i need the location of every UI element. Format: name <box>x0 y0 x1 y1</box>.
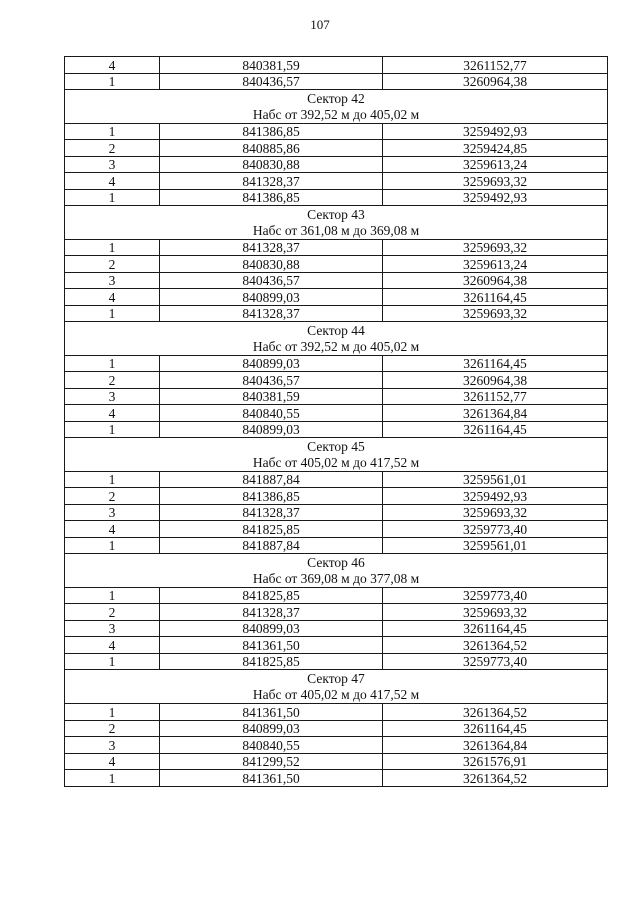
y-coordinate-cell: 3261152,77 <box>383 388 608 405</box>
table-row <box>65 471 608 488</box>
x-coordinate-cell: 841328,37 <box>160 504 383 521</box>
table-row <box>65 637 608 654</box>
point-number-cell: 4 <box>65 753 160 770</box>
table-row <box>65 239 608 256</box>
table-row <box>65 57 608 74</box>
table-row <box>65 620 608 637</box>
x-coordinate-cell: 841361,50 <box>160 637 383 654</box>
table-row <box>65 421 608 438</box>
sector-header-cell <box>65 438 608 472</box>
x-coordinate-cell: 840830,88 <box>160 256 383 273</box>
y-coordinate-cell: 3259693,32 <box>383 239 608 256</box>
y-coordinate-cell: 3261364,84 <box>383 737 608 754</box>
sector-header-row <box>65 670 608 704</box>
table-row <box>65 355 608 372</box>
table-row <box>65 289 608 306</box>
table-row <box>65 123 608 140</box>
sector-title: Сектор 47 <box>307 671 365 687</box>
x-coordinate-cell: 840840,55 <box>160 405 383 422</box>
table-row <box>65 488 608 505</box>
sector-height-range: Набс от 361,08 м до 369,08 м <box>252 222 420 238</box>
y-coordinate-cell: 3259693,32 <box>383 504 608 521</box>
y-coordinate-cell: 3261152,77 <box>383 57 608 74</box>
point-number-cell: 1 <box>65 189 160 206</box>
sector-title: Сектор 43 <box>307 207 365 223</box>
point-number-cell: 1 <box>65 653 160 670</box>
x-coordinate-cell: 840436,57 <box>160 372 383 389</box>
y-coordinate-cell: 3259773,40 <box>383 587 608 604</box>
point-number-cell: 4 <box>65 521 160 538</box>
x-coordinate-cell: 841825,85 <box>160 653 383 670</box>
y-coordinate-cell: 3261164,45 <box>383 421 608 438</box>
x-coordinate-cell: 841299,52 <box>160 753 383 770</box>
y-coordinate-cell: 3259492,93 <box>383 123 608 140</box>
point-number-cell: 3 <box>65 156 160 173</box>
x-coordinate-cell: 840436,57 <box>160 272 383 289</box>
point-number-cell: 1 <box>65 587 160 604</box>
point-number-cell: 3 <box>65 504 160 521</box>
point-number-cell: 1 <box>65 770 160 787</box>
y-coordinate-cell: 3259613,24 <box>383 256 608 273</box>
y-coordinate-cell: 3259492,93 <box>383 488 608 505</box>
x-coordinate-cell: 841386,85 <box>160 189 383 206</box>
sector-height-range: Набс от 369,08 м до 377,08 м <box>252 571 420 587</box>
sector-height-range: Набс от 392,52 м до 405,02 м <box>252 338 420 354</box>
y-coordinate-cell: 3260964,38 <box>383 272 608 289</box>
x-coordinate-cell: 840899,03 <box>160 620 383 637</box>
x-coordinate-cell: 841328,37 <box>160 305 383 322</box>
point-number-cell: 4 <box>65 173 160 190</box>
point-number-cell: 1 <box>65 355 160 372</box>
table-row <box>65 372 608 389</box>
y-coordinate-cell: 3261164,45 <box>383 289 608 306</box>
table-row <box>65 272 608 289</box>
sector-header-cell <box>65 670 608 704</box>
point-number-cell: 4 <box>65 289 160 306</box>
x-coordinate-cell: 840899,03 <box>160 421 383 438</box>
table-row <box>65 587 608 604</box>
sector-header-row <box>65 438 608 472</box>
point-number-cell: 3 <box>65 620 160 637</box>
sector-height-range: Набс от 405,02 м до 417,52 м <box>252 455 420 471</box>
x-coordinate-cell: 841825,85 <box>160 521 383 538</box>
sector-header-cell <box>65 206 608 240</box>
point-number-cell: 1 <box>65 123 160 140</box>
sector-header-row <box>65 322 608 356</box>
table-row <box>65 156 608 173</box>
sector-header-row <box>65 554 608 588</box>
y-coordinate-cell: 3261164,45 <box>383 720 608 737</box>
table-row <box>65 405 608 422</box>
point-number-cell: 1 <box>65 704 160 721</box>
x-coordinate-cell: 841887,84 <box>160 471 383 488</box>
x-coordinate-cell: 840899,03 <box>160 289 383 306</box>
table-row <box>65 256 608 273</box>
point-number-cell: 4 <box>65 405 160 422</box>
x-coordinate-cell: 841328,37 <box>160 239 383 256</box>
y-coordinate-cell: 3260964,38 <box>383 372 608 389</box>
point-number-cell: 2 <box>65 720 160 737</box>
x-coordinate-cell: 840381,59 <box>160 388 383 405</box>
y-coordinate-cell: 3259561,01 <box>383 471 608 488</box>
sector-height-range: Набс от 405,02 м до 417,52 м <box>252 687 420 703</box>
sector-height-range: Набс от 392,52 м до 405,02 м <box>252 106 420 122</box>
y-coordinate-cell: 3261164,45 <box>383 355 608 372</box>
point-number-cell: 1 <box>65 73 160 90</box>
table-row <box>65 189 608 206</box>
point-number-cell: 1 <box>65 537 160 554</box>
table-row <box>65 140 608 157</box>
table-row <box>65 737 608 754</box>
table-row <box>65 73 608 90</box>
y-coordinate-cell: 3259773,40 <box>383 653 608 670</box>
sector-header-row <box>65 90 608 124</box>
x-coordinate-cell: 840830,88 <box>160 156 383 173</box>
y-coordinate-cell: 3259492,93 <box>383 189 608 206</box>
point-number-cell: 3 <box>65 737 160 754</box>
point-number-cell: 3 <box>65 388 160 405</box>
x-coordinate-cell: 840899,03 <box>160 720 383 737</box>
y-coordinate-cell: 3259693,32 <box>383 604 608 621</box>
table-row <box>65 305 608 322</box>
coordinates-table-body <box>65 57 608 787</box>
table-row <box>65 704 608 721</box>
table-row <box>65 537 608 554</box>
point-number-cell: 4 <box>65 637 160 654</box>
y-coordinate-cell: 3261364,52 <box>383 637 608 654</box>
y-coordinate-cell: 3259561,01 <box>383 537 608 554</box>
sector-header-cell <box>65 322 608 356</box>
y-coordinate-cell: 3260964,38 <box>383 73 608 90</box>
y-coordinate-cell: 3259773,40 <box>383 521 608 538</box>
y-coordinate-cell: 3261364,52 <box>383 704 608 721</box>
table-row <box>65 504 608 521</box>
x-coordinate-cell: 841361,50 <box>160 770 383 787</box>
y-coordinate-cell: 3259693,32 <box>383 173 608 190</box>
x-coordinate-cell: 841361,50 <box>160 704 383 721</box>
table-row <box>65 604 608 621</box>
coordinates-table <box>64 56 608 787</box>
x-coordinate-cell: 840436,57 <box>160 73 383 90</box>
sector-header-row <box>65 206 608 240</box>
y-coordinate-cell: 3261576,91 <box>383 753 608 770</box>
y-coordinate-cell: 3261364,84 <box>383 405 608 422</box>
point-number-cell: 2 <box>65 256 160 273</box>
y-coordinate-cell: 3261364,52 <box>383 770 608 787</box>
x-coordinate-cell: 840885,86 <box>160 140 383 157</box>
point-number-cell: 1 <box>65 239 160 256</box>
point-number-cell: 3 <box>65 272 160 289</box>
point-number-cell: 2 <box>65 372 160 389</box>
x-coordinate-cell: 840899,03 <box>160 355 383 372</box>
table-row <box>65 388 608 405</box>
sector-title: Сектор 44 <box>307 323 365 339</box>
x-coordinate-cell: 841825,85 <box>160 587 383 604</box>
point-number-cell: 2 <box>65 140 160 157</box>
point-number-cell: 4 <box>65 57 160 74</box>
table-row <box>65 173 608 190</box>
table-row <box>65 753 608 770</box>
y-coordinate-cell: 3259693,32 <box>383 305 608 322</box>
sector-title: Сектор 46 <box>307 555 365 571</box>
x-coordinate-cell: 841386,85 <box>160 123 383 140</box>
x-coordinate-cell: 841386,85 <box>160 488 383 505</box>
x-coordinate-cell: 841887,84 <box>160 537 383 554</box>
y-coordinate-cell: 3259613,24 <box>383 156 608 173</box>
table-row <box>65 521 608 538</box>
table-row <box>65 720 608 737</box>
x-coordinate-cell: 840840,55 <box>160 737 383 754</box>
point-number-cell: 2 <box>65 488 160 505</box>
table-row <box>65 653 608 670</box>
point-number-cell: 1 <box>65 305 160 322</box>
y-coordinate-cell: 3259424,85 <box>383 140 608 157</box>
point-number-cell: 1 <box>65 471 160 488</box>
sector-header-cell <box>65 554 608 588</box>
page-number: 107 <box>310 17 330 32</box>
x-coordinate-cell: 840381,59 <box>160 57 383 74</box>
point-number-cell: 2 <box>65 604 160 621</box>
y-coordinate-cell: 3261164,45 <box>383 620 608 637</box>
sector-title: Сектор 45 <box>307 439 365 455</box>
point-number-cell: 1 <box>65 421 160 438</box>
sector-title: Сектор 42 <box>307 91 365 106</box>
x-coordinate-cell: 841328,37 <box>160 173 383 190</box>
table-row <box>65 770 608 787</box>
sector-header-cell <box>65 90 608 124</box>
x-coordinate-cell: 841328,37 <box>160 604 383 621</box>
